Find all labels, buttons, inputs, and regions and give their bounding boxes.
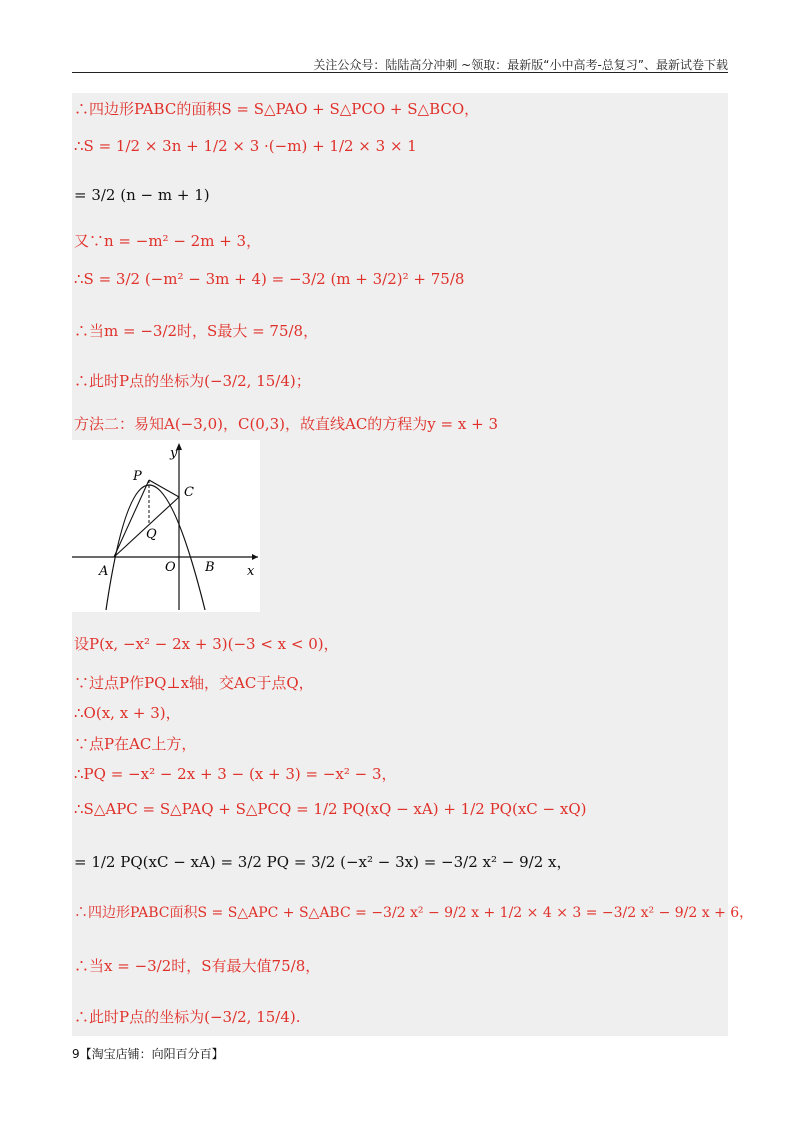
solution-line-16: ∴四边形PABC面积S = S△APC + S△ABC = −3/2 x² − 9/2 x + 1/2 × 4 × 3 = −3/2 x² − 9/2 x + 6， [74,905,754,921]
solution-line-12: ∵点P在AC上方， [74,735,197,753]
label-q: Q [146,527,157,542]
solution-line-5: ∴S = 3/2 (−m² − 3m + 4) = −3/2 (m + 3/2)² + 75/8 [74,270,465,288]
solution-line-14: ∴S△APC = S△PAQ + S△PCQ = 1/2 PQ(xQ − xA) + 1/2 PQ(xC − xQ) [74,800,587,818]
label-p: P [133,469,142,484]
label-o: O [165,560,176,575]
solution-line-13: ∴PQ = −x² − 2x + 3 − (x + 3) = −x² − 3， [74,765,397,783]
page-number: 9 [72,1047,80,1061]
header-text: 关注公众号：陆陆高分冲刺 ~领取：最新版“小中高考-总复习”、最新试卷下载 [313,58,728,72]
page-footer [72,1045,224,1062]
parabola-graph [72,440,260,612]
segment-ap [114,480,149,557]
solution-line-1: ∴四边形PABC的面积S = S△PAO + S△PCO + S△BCO， [74,100,480,118]
solution-line-15: = 1/2 PQ(xC − xA) = 3/2 PQ = 3/2 (−x² − 3x) = −3/2 x² − 9/2 x， [74,853,572,871]
label-b: B [205,560,215,575]
parabola-figure [72,440,260,612]
solution-line-8: 方法二：易知A(−3,0)，C(0,3)，故直线AC的方程为y = x + 3 [74,415,498,433]
header-divider [72,72,728,73]
segment-pc [149,480,179,497]
solution-line-9: 设P(x, −x² − 2x + 3)(−3 < x < 0)， [74,635,339,653]
solution-line-18: ∴此时P点的坐标为(−3/2, 15/4). [74,1008,301,1026]
solution-line-17: ∴当x = −3/2时，S有最大值75/8， [74,957,321,975]
solution-line-11: ∴O(x, x + 3)， [74,704,181,722]
parabola-curve [106,485,205,610]
label-a: A [99,564,109,579]
label-x: x [247,564,255,579]
solution-line-7: ∴此时P点的坐标为(−3/2, 15/4)； [74,372,311,390]
solution-line-4: 又∵n = −m² − 2m + 3， [74,232,262,250]
solution-line-3: = 3/2 (n − m + 1) [74,186,210,204]
solution-line-6: ∴当m = −3/2时，S最大 = 75/8， [74,322,319,340]
x-axis-arrow [252,554,258,560]
solution-line-10: ∵过点P作PQ⊥x轴，交AC于点Q， [74,674,314,692]
solution-line-2: ∴S = 1/2 × 3n + 1/2 × 3 ·(−m) + 1/2 × 3 × 1 [74,137,417,155]
label-c: C [184,485,194,500]
footer-text: 【淘宝店铺：向阳百分百】 [79,1047,224,1061]
label-y: y [170,446,178,461]
